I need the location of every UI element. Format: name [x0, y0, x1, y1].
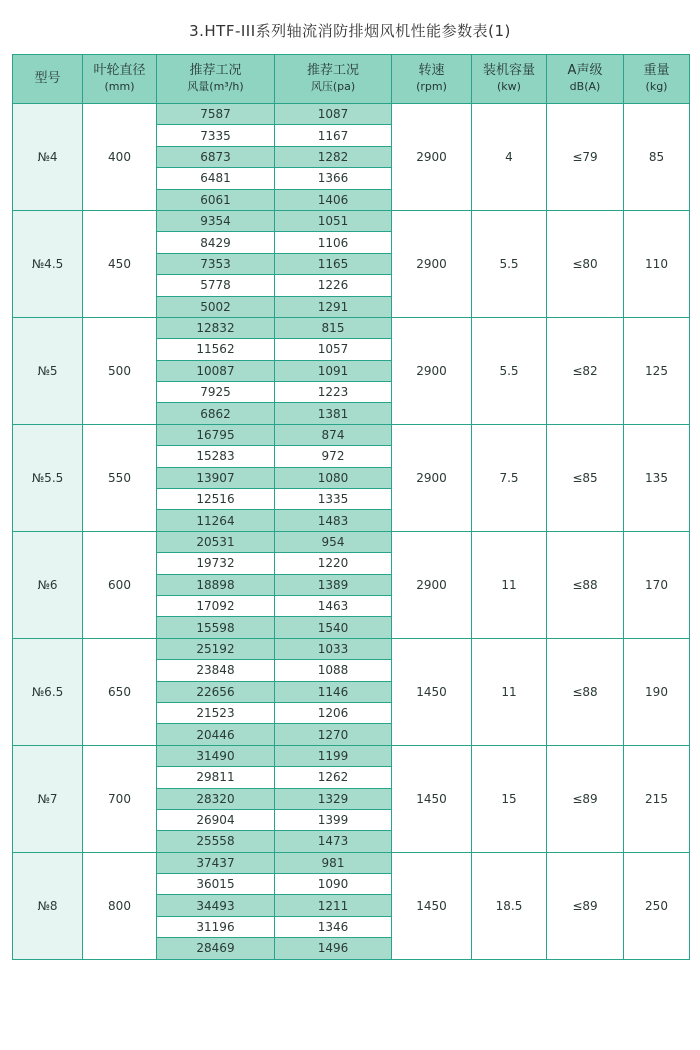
flow-cell: 23848: [157, 660, 275, 681]
flow-cell: 18898: [157, 574, 275, 595]
noise-cell: ≤89: [547, 745, 624, 852]
flow-cell: 7335: [157, 125, 275, 146]
noise-cell: ≤80: [547, 210, 624, 317]
flow-cell: 6862: [157, 403, 275, 424]
impeller-cell: 400: [83, 104, 157, 211]
impeller-cell: 650: [83, 638, 157, 745]
power-cell: 7.5: [472, 424, 547, 531]
pressure-cell: 1091: [275, 360, 392, 381]
pressure-cell: 1366: [275, 168, 392, 189]
pressure-cell: 1291: [275, 296, 392, 317]
speed-cell: 1450: [392, 852, 472, 959]
pressure-cell: 1090: [275, 874, 392, 895]
flow-cell: 6481: [157, 168, 275, 189]
pressure-cell: 1381: [275, 403, 392, 424]
pressure-cell: 981: [275, 852, 392, 873]
flow-cell: 5778: [157, 275, 275, 296]
flow-cell: 20531: [157, 531, 275, 552]
col-power-header: 装机容量 (kw): [472, 55, 547, 104]
flow-cell: 26904: [157, 809, 275, 830]
flow-cell: 12516: [157, 489, 275, 510]
impeller-cell: 700: [83, 745, 157, 852]
speed-cell: 2900: [392, 317, 472, 424]
flow-cell: 31196: [157, 916, 275, 937]
flow-cell: 12832: [157, 317, 275, 338]
table-row: [13, 210, 690, 231]
table-row: [13, 852, 690, 873]
pressure-cell: 1270: [275, 724, 392, 745]
impeller-cell: 600: [83, 531, 157, 638]
pressure-cell: 1406: [275, 189, 392, 210]
flow-cell: 10087: [157, 360, 275, 381]
flow-cell: 25192: [157, 638, 275, 659]
pressure-cell: 1080: [275, 467, 392, 488]
flow-cell: 7353: [157, 253, 275, 274]
col-pressure-header: 推荐工况 风压(pa): [275, 55, 392, 104]
impeller-cell: 800: [83, 852, 157, 959]
pressure-cell: 954: [275, 531, 392, 552]
table-row: [13, 424, 690, 445]
performance-table: [12, 54, 690, 960]
pressure-cell: 1088: [275, 660, 392, 681]
flow-cell: 7925: [157, 382, 275, 403]
flow-cell: 36015: [157, 874, 275, 895]
speed-cell: 2900: [392, 210, 472, 317]
page-title: 3.HTF-III系列轴流消防排烟风机性能参数表(1): [189, 22, 511, 40]
noise-cell: ≤88: [547, 531, 624, 638]
col-impeller-header: 叶轮直径 (mm): [83, 55, 157, 104]
col-speed-header: 转速 (rpm): [392, 55, 472, 104]
flow-cell: 28469: [157, 938, 275, 959]
power-cell: 5.5: [472, 210, 547, 317]
model-cell: №6.5: [13, 638, 83, 745]
pressure-cell: 1473: [275, 831, 392, 852]
pressure-cell: 1262: [275, 767, 392, 788]
pressure-cell: 1087: [275, 104, 392, 125]
speed-cell: 2900: [392, 531, 472, 638]
pressure-cell: 1496: [275, 938, 392, 959]
flow-cell: 11264: [157, 510, 275, 531]
model-cell: №4: [13, 104, 83, 211]
flow-cell: 34493: [157, 895, 275, 916]
pressure-cell: 972: [275, 446, 392, 467]
col-noise-header: A声级 dB(A): [547, 55, 624, 104]
model-cell: №5: [13, 317, 83, 424]
col-flow-header: 推荐工况 风量(m³/h): [157, 55, 275, 104]
weight-cell: 135: [624, 424, 690, 531]
pressure-cell: 1540: [275, 617, 392, 638]
table-row: [13, 317, 690, 338]
weight-cell: 110: [624, 210, 690, 317]
weight-cell: 215: [624, 745, 690, 852]
pressure-cell: 1399: [275, 809, 392, 830]
pressure-cell: 1226: [275, 275, 392, 296]
model-cell: №4.5: [13, 210, 83, 317]
weight-cell: 170: [624, 531, 690, 638]
model-cell: №8: [13, 852, 83, 959]
pressure-cell: 1389: [275, 574, 392, 595]
speed-cell: 2900: [392, 424, 472, 531]
col-weight-header: 重量 (kg): [624, 55, 690, 104]
flow-cell: 9354: [157, 210, 275, 231]
pressure-cell: 1206: [275, 702, 392, 723]
pressure-cell: 815: [275, 317, 392, 338]
noise-cell: ≤89: [547, 852, 624, 959]
table-body: [13, 104, 690, 960]
pressure-cell: 1346: [275, 916, 392, 937]
impeller-cell: 550: [83, 424, 157, 531]
noise-cell: ≤79: [547, 104, 624, 211]
weight-cell: 190: [624, 638, 690, 745]
pressure-cell: 1199: [275, 745, 392, 766]
power-cell: 4: [472, 104, 547, 211]
flow-cell: 11562: [157, 339, 275, 360]
model-cell: №5.5: [13, 424, 83, 531]
flow-cell: 16795: [157, 424, 275, 445]
flow-cell: 22656: [157, 681, 275, 702]
flow-cell: 31490: [157, 745, 275, 766]
col-model-header: 型号: [13, 55, 83, 104]
flow-cell: 15598: [157, 617, 275, 638]
flow-cell: 13907: [157, 467, 275, 488]
model-cell: №7: [13, 745, 83, 852]
table-row: [13, 531, 690, 552]
flow-cell: 15283: [157, 446, 275, 467]
table-row: [13, 104, 690, 125]
table-row: [13, 638, 690, 659]
noise-cell: ≤88: [547, 638, 624, 745]
header-row: [13, 55, 690, 104]
pressure-cell: 1211: [275, 895, 392, 916]
flow-cell: 21523: [157, 702, 275, 723]
weight-cell: 125: [624, 317, 690, 424]
pressure-cell: 1051: [275, 210, 392, 231]
pressure-cell: 874: [275, 424, 392, 445]
flow-cell: 8429: [157, 232, 275, 253]
noise-cell: ≤82: [547, 317, 624, 424]
power-cell: 18.5: [472, 852, 547, 959]
pressure-cell: 1167: [275, 125, 392, 146]
impeller-cell: 500: [83, 317, 157, 424]
flow-cell: 19732: [157, 553, 275, 574]
weight-cell: 85: [624, 104, 690, 211]
table-row: [13, 745, 690, 766]
pressure-cell: 1282: [275, 146, 392, 167]
flow-cell: 25558: [157, 831, 275, 852]
pressure-cell: 1165: [275, 253, 392, 274]
flow-cell: 29811: [157, 767, 275, 788]
power-cell: 11: [472, 531, 547, 638]
pressure-cell: 1223: [275, 382, 392, 403]
impeller-cell: 450: [83, 210, 157, 317]
flow-cell: 7587: [157, 104, 275, 125]
model-cell: №6: [13, 531, 83, 638]
pressure-cell: 1033: [275, 638, 392, 659]
power-cell: 5.5: [472, 317, 547, 424]
flow-cell: 17092: [157, 595, 275, 616]
flow-cell: 20446: [157, 724, 275, 745]
pressure-cell: 1335: [275, 489, 392, 510]
flow-cell: 6873: [157, 146, 275, 167]
pressure-cell: 1057: [275, 339, 392, 360]
flow-cell: 6061: [157, 189, 275, 210]
speed-cell: 1450: [392, 745, 472, 852]
flow-cell: 5002: [157, 296, 275, 317]
pressure-cell: 1146: [275, 681, 392, 702]
noise-cell: ≤85: [547, 424, 624, 531]
speed-cell: 2900: [392, 104, 472, 211]
power-cell: 11: [472, 638, 547, 745]
weight-cell: 250: [624, 852, 690, 959]
power-cell: 15: [472, 745, 547, 852]
pressure-cell: 1106: [275, 232, 392, 253]
flow-cell: 37437: [157, 852, 275, 873]
pressure-cell: 1483: [275, 510, 392, 531]
pressure-cell: 1463: [275, 595, 392, 616]
flow-cell: 28320: [157, 788, 275, 809]
pressure-cell: 1220: [275, 553, 392, 574]
speed-cell: 1450: [392, 638, 472, 745]
pressure-cell: 1329: [275, 788, 392, 809]
